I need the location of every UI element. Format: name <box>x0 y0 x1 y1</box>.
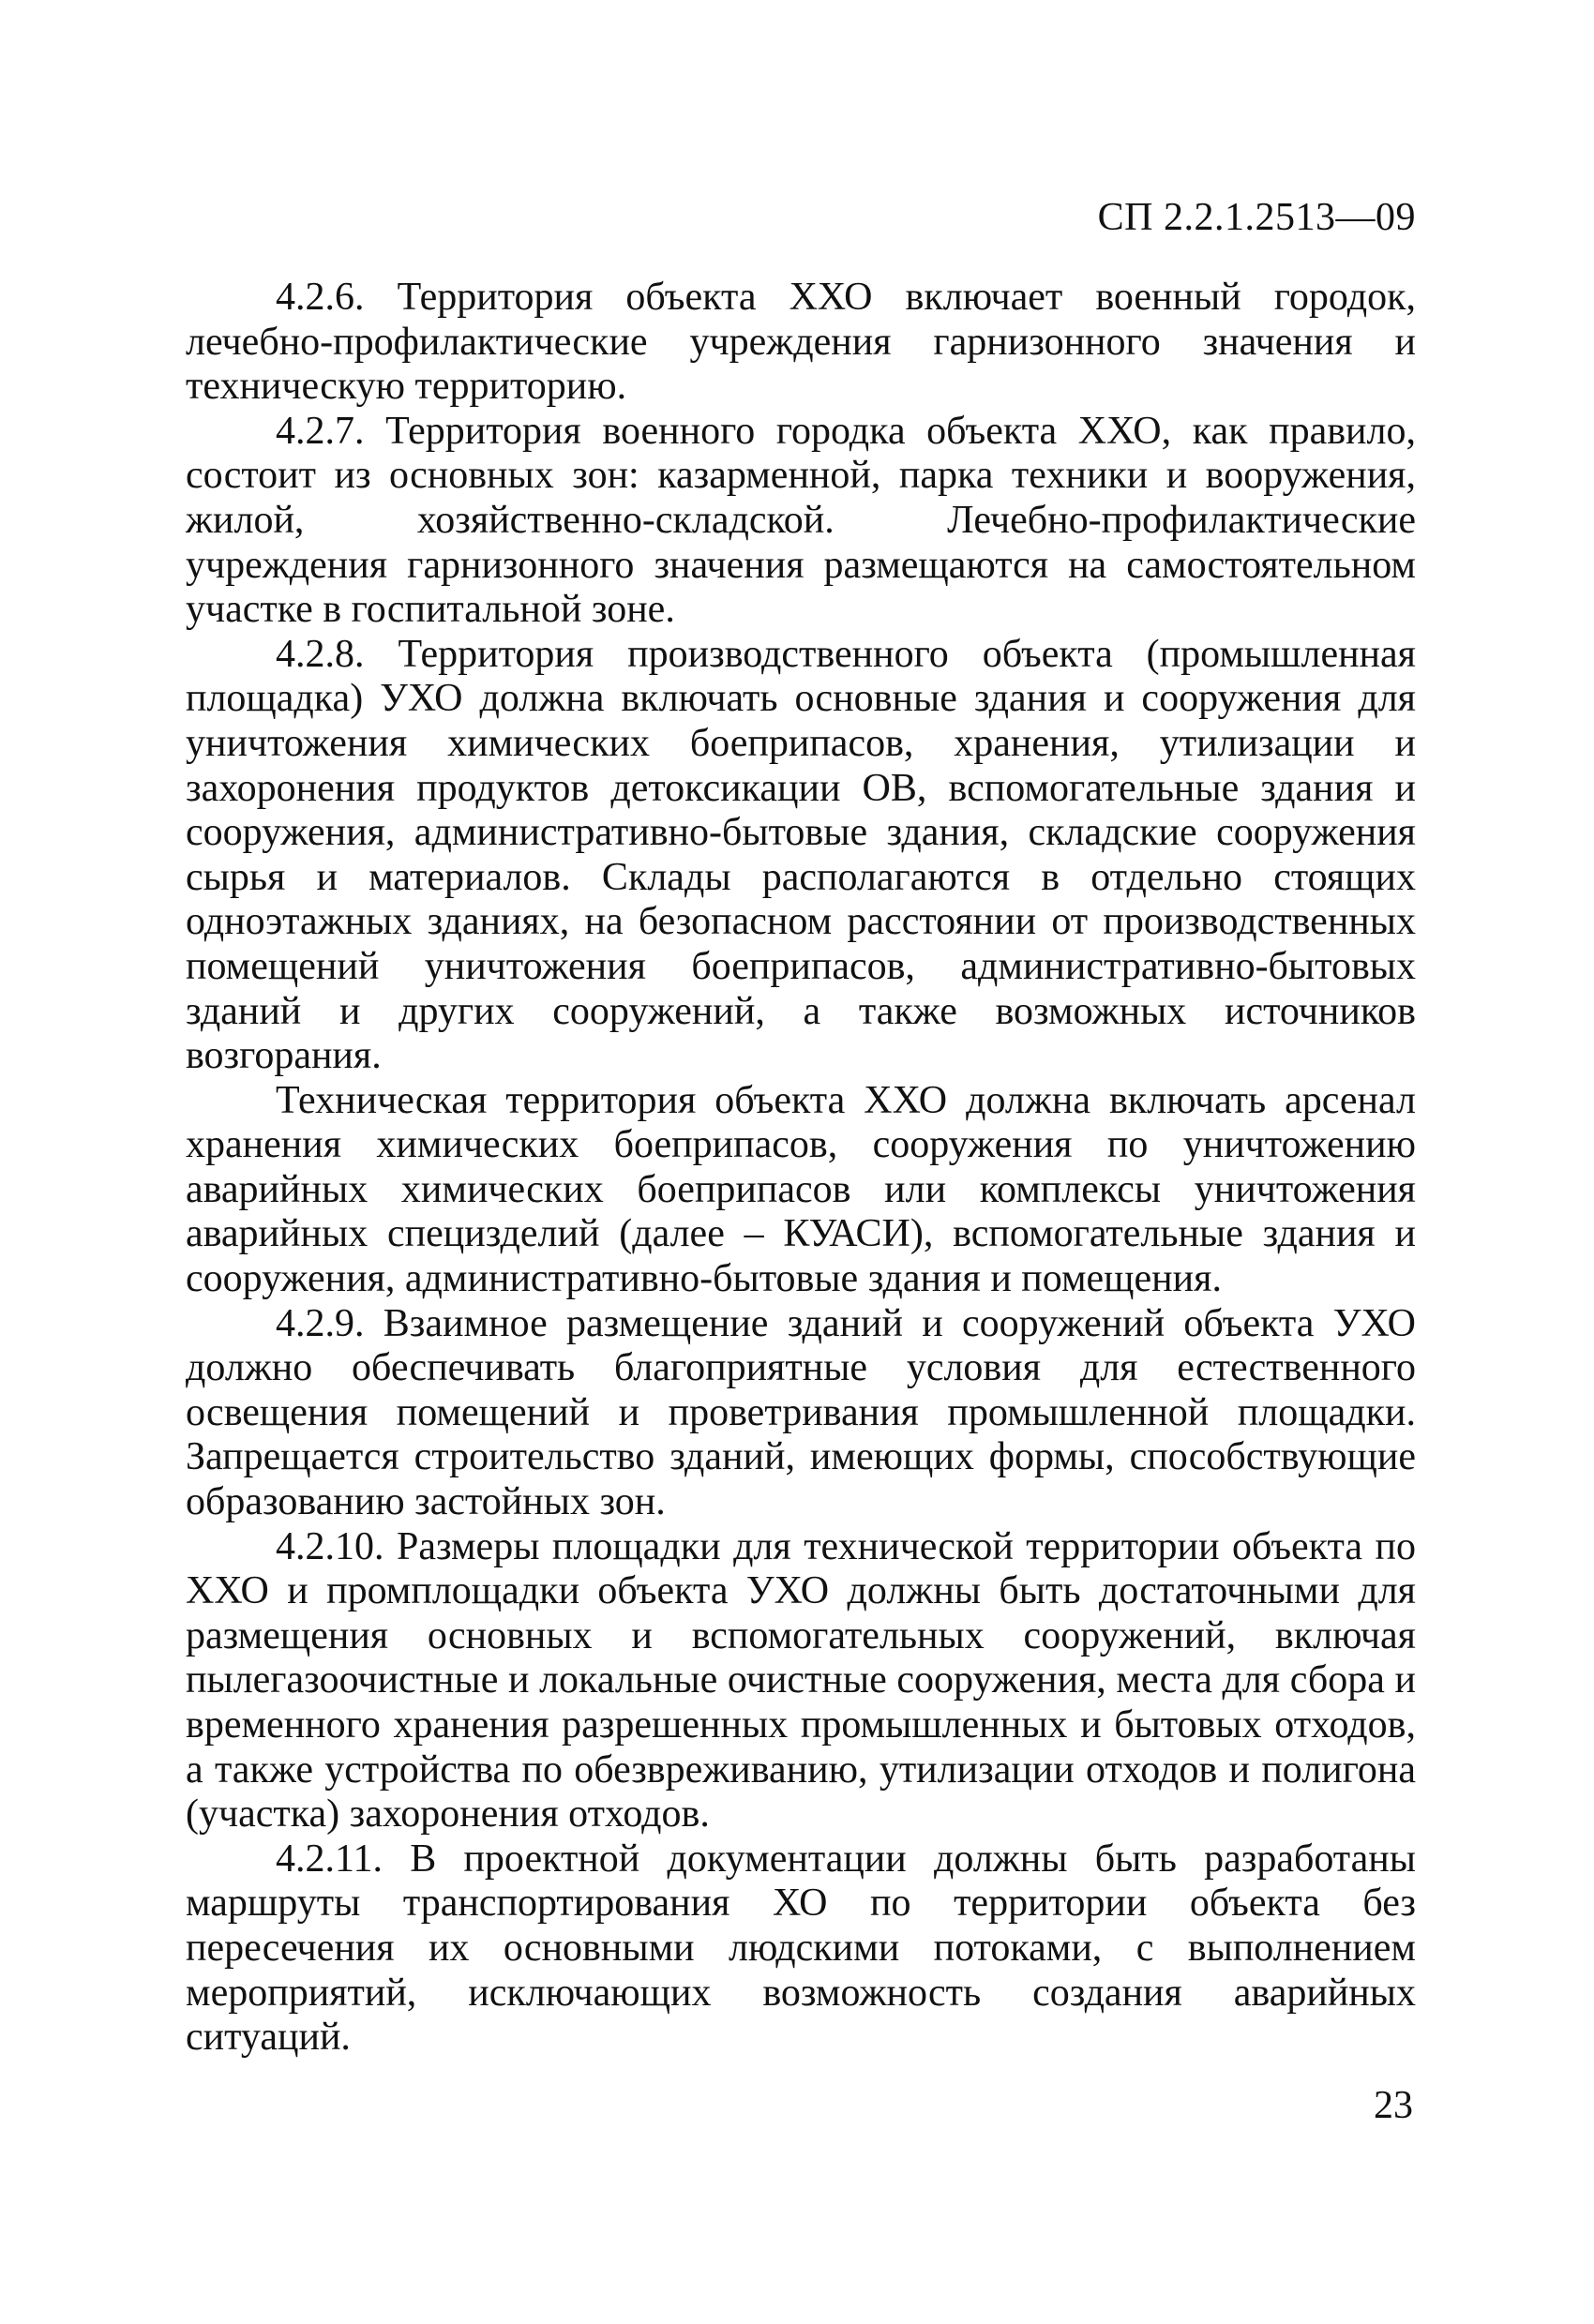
paragraph-4-2-8: 4.2.8. Территория производственного объекта (промышленная площадка) УХО должна включать основные здания и сооружения для уничтожения химических боеприпасов, хранения, утилизации и захоронения продуктов детоксикации ОВ, вспомогательные здания и сооружения, административно-бытовые здания, складские сооружения сырья и материалов. Склады располагаются в отдельно стоящих одноэтажных зданиях, на безопасном расстоянии от производственных помещений уничтожения боеприпасов, административно-бытовых зданий и других сооружений, а также возможных источников возгорания. <box>186 632 1416 1078</box>
paragraph-4-2-7: 4.2.7. Территория военного городка объекта ХХО, как правило, состоит из основных зон: казарменной, парка техники и вооружения, жилой, хозяйственно-складской. Лечебно-профилактические учреждения гарнизонного значения размещаются на самостоятельном участке в госпитальной зоне. <box>186 409 1416 632</box>
page-number: 23 <box>1374 2084 1413 2127</box>
paragraph-4-2-10: 4.2.10. Размеры площадки для технической территории объекта по ХХО и промплощадки объекта УХО должны быть достаточными для размещения основных и вспомогательных сооружений, включая пылегазоочистные и локальные очистные сооружения, места для сбора и временного хранения разрешенных промышленных и бытовых отходов, а также устройства по обезвреживанию, утилизации отходов и полигона (участка) захоронения отходов. <box>186 1524 1416 1837</box>
paragraph-4-2-6: 4.2.6. Территория объекта ХХО включает военный городок, лечебно-профилактические учреждения гарнизонного значения и техническую территорию. <box>186 276 1416 409</box>
document-body <box>186 276 1416 2061</box>
document-code: СП 2.2.1.2513—09 <box>1097 196 1416 239</box>
paragraph-4-2-11: 4.2.11. В проектной документации должны быть разработаны маршруты транспортирования ХО по территории объекта без пересечения их основными людскими потоками, с выполнением мероприятий, исключающих возможность создания аварийных ситуаций. <box>186 1837 1416 2060</box>
paragraph-4-2-9: 4.2.9. Взаимное размещение зданий и сооружений объекта УХО должно обеспечивать благоприятные условия для естественного освещения помещений и проветривания промышленной площадки. Запрещается строительство зданий, имеющих формы, способствующие образованию застойных зон. <box>186 1301 1416 1524</box>
paragraph-technical-territory: Техническая территория объекта ХХО должна включать арсенал хранения химических боеприпасов, сооружения по уничтожению аварийных химических боеприпасов или комплексы уничтожения аварийных специзделий (далее – КУАСИ), вспомогательные здания и сооружения, административно-бытовые здания и помещения. <box>186 1078 1416 1301</box>
